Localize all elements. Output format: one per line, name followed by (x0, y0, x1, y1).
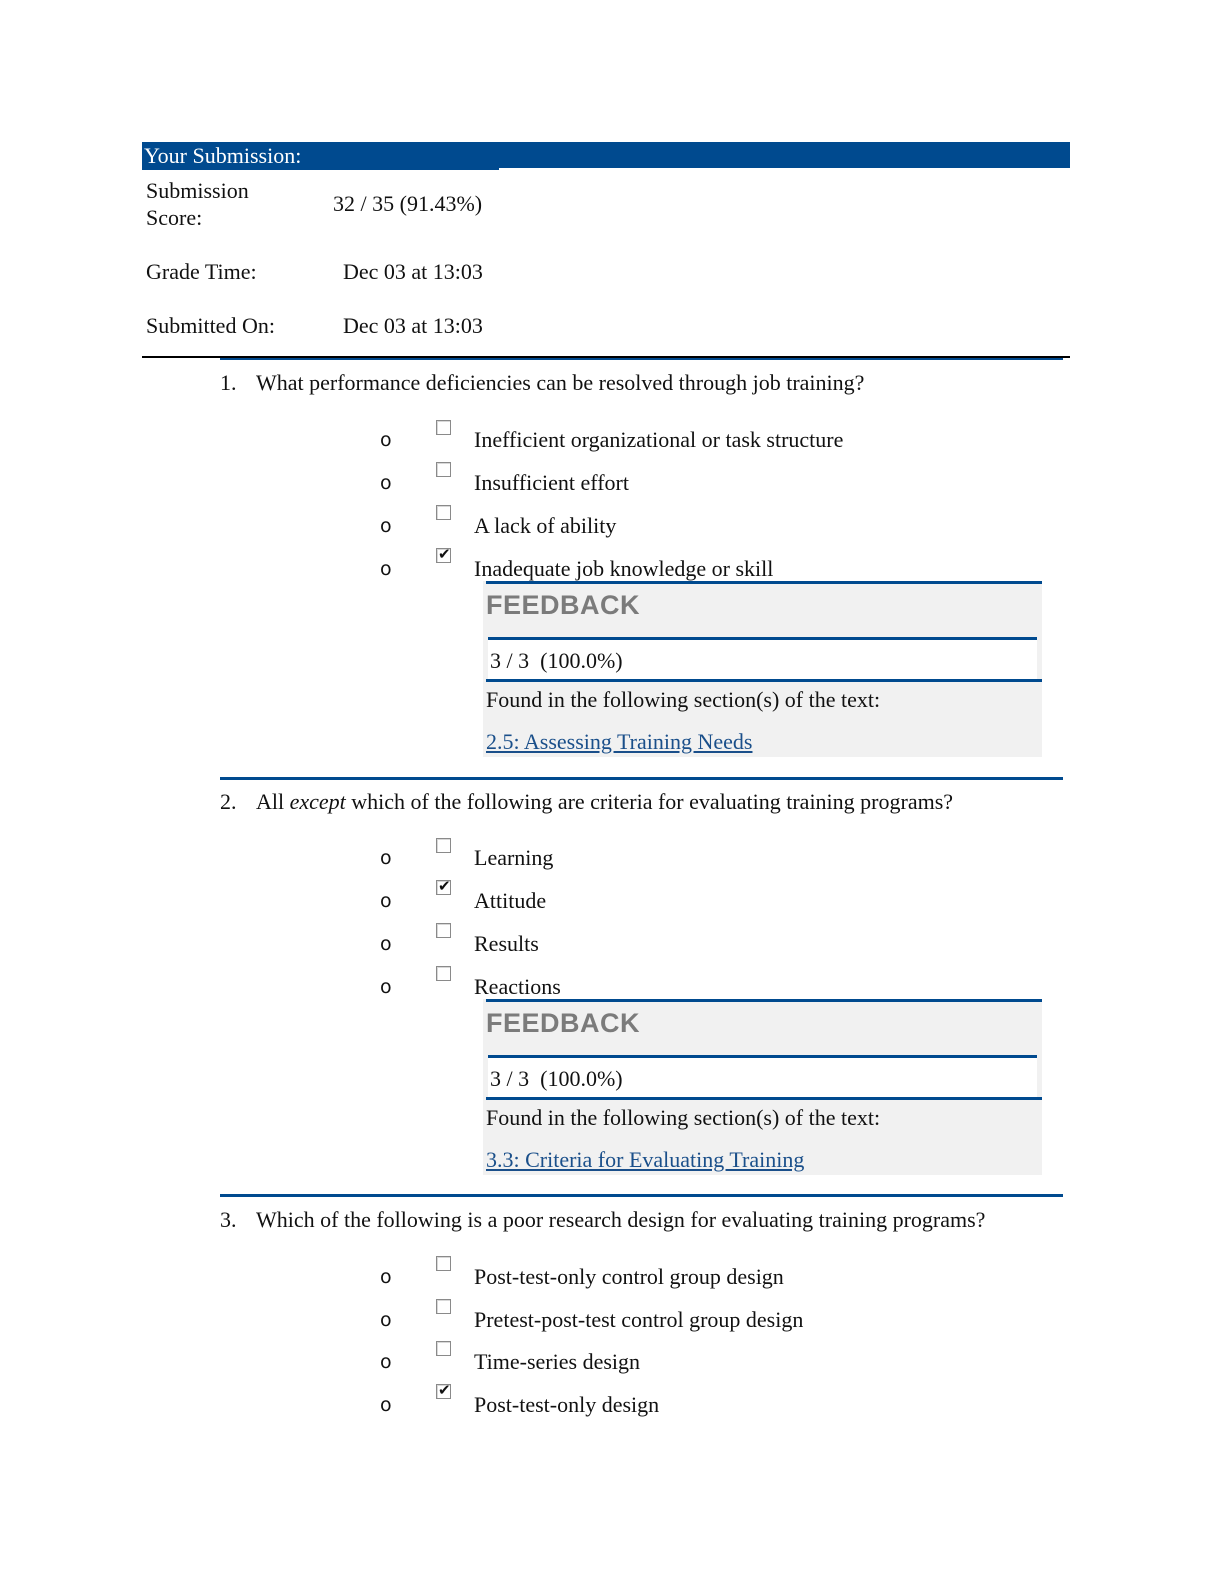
grade-time-value: Dec 03 at 13:03 (343, 259, 483, 284)
question-2-option-3-label: Results (474, 931, 539, 956)
question-1-option-3-label: A lack of ability (474, 513, 617, 538)
question-2-option-4-checkbox[interactable] (436, 966, 451, 981)
checkmark-icon: ✔ (438, 1381, 451, 1399)
question-3-option-4-checkbox[interactable] (436, 1381, 451, 1399)
question-3-option-2-label: Pretest-post-test control group design (474, 1307, 804, 1332)
question-3-top-line (220, 1194, 1063, 1197)
question-2-option-2-checkbox[interactable] (436, 877, 451, 895)
bullet-icon: o (380, 1266, 392, 1288)
question-1-text: What performance deficiencies can be resolved through job training? (256, 370, 865, 395)
feedback-section-link[interactable]: 2.5: Assessing Training Needs (486, 729, 753, 754)
question-3-number: 3. (220, 1207, 237, 1232)
question-1-option-1-checkbox[interactable] (436, 420, 451, 435)
feedback-score-box (488, 1055, 1037, 1097)
question-2-text: All except which of the following are criteria for evaluating training programs? (256, 789, 954, 814)
feedback-title: FEEDBACK (486, 590, 641, 620)
question-3-text: Which of the following is a poor research design for evaluating training programs? (256, 1207, 986, 1232)
question-1-number: 1. (220, 370, 237, 395)
question-1-feedback-panel (483, 581, 1042, 757)
question-3-option-1-label: Post-test-only control group design (474, 1264, 784, 1289)
question-2-number: 2. (220, 789, 237, 814)
question-1-option-2-label: Insufficient effort (474, 470, 629, 495)
question-2-feedback-panel (483, 999, 1042, 1175)
submission-header-title: Your Submission: (144, 143, 302, 168)
bullet-icon: o (380, 976, 392, 998)
feedback-title: FEEDBACK (486, 1008, 641, 1038)
question-2-option-4-label: Reactions (474, 974, 561, 999)
bullet-icon: o (380, 515, 392, 537)
checkmark-icon: ✔ (438, 877, 451, 895)
feedback-score-box (488, 637, 1037, 679)
question-3-option-4-label: Post-test-only design (474, 1392, 660, 1417)
question-1-option-4-checkbox[interactable] (436, 545, 451, 563)
submission-header-bar (142, 142, 1070, 170)
feedback-score: 3 / 3 (100.0%) (490, 648, 623, 673)
question-2-option-1-label: Learning (474, 845, 554, 870)
feedback-found-text: Found in the following section(s) of the text: (486, 687, 881, 712)
question-3-option-1-checkbox[interactable] (436, 1256, 451, 1271)
bullet-icon: o (380, 847, 392, 869)
question-3-option-3-checkbox[interactable] (436, 1341, 451, 1356)
submitted-on-label: Submitted On: (146, 313, 275, 338)
bullet-icon: o (380, 1309, 392, 1331)
bullet-icon: o (380, 1351, 392, 1373)
question-2-option-2-label: Attitude (474, 888, 547, 913)
feedback-score: 3 / 3 (100.0%) (490, 1066, 623, 1091)
question-1-top-line (220, 358, 1063, 360)
question-2-emphasis: except (289, 789, 346, 814)
question-2-option-1-checkbox[interactable] (436, 838, 451, 853)
bullet-icon: o (380, 933, 392, 955)
feedback-section-link[interactable]: 3.3: Criteria for Evaluating Training (486, 1147, 805, 1172)
checkmark-icon: ✔ (438, 545, 451, 563)
submission-score-value: 32 / 35 (91.43%) (333, 191, 483, 216)
bullet-icon: o (380, 890, 392, 912)
submitted-on-value: Dec 03 at 13:03 (343, 313, 483, 338)
bullet-icon: o (380, 472, 392, 494)
question-3-option-2-checkbox[interactable] (436, 1299, 451, 1314)
bullet-icon: o (380, 1394, 392, 1416)
bullet-icon: o (380, 429, 392, 451)
question-1-option-3-checkbox[interactable] (436, 505, 451, 520)
question-1-option-1-label: Inefficient organizational or task structure (474, 427, 844, 452)
question-1-option-4-label: Inadequate job knowledge or skill (474, 556, 774, 581)
question-2-top-line (220, 777, 1063, 780)
question-1-option-2-checkbox[interactable] (436, 462, 451, 477)
question-2-option-3-checkbox[interactable] (436, 923, 451, 938)
grade-time-label: Grade Time: (146, 259, 257, 284)
question-3-option-3-label: Time-series design (474, 1349, 641, 1374)
feedback-found-text: Found in the following section(s) of the text: (486, 1105, 881, 1130)
submission-score-label: Submission Score: (146, 178, 249, 230)
bullet-icon: o (380, 558, 392, 580)
